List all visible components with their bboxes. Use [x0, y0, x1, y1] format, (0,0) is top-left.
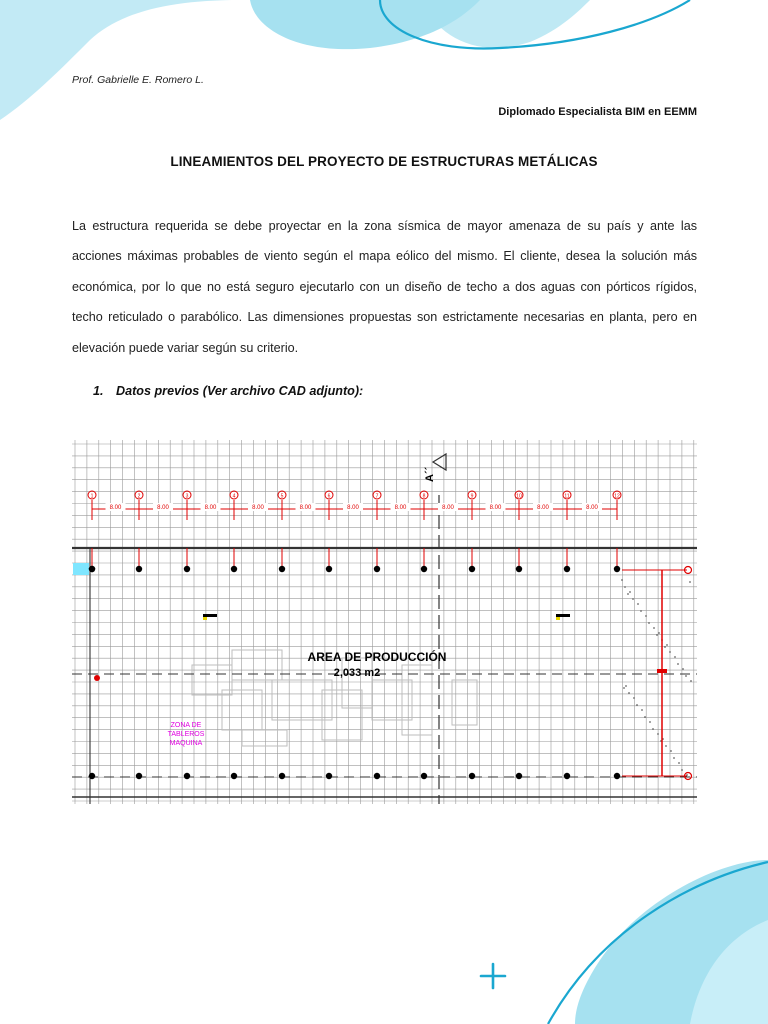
hatch-dot [689, 581, 691, 583]
hatch-dot [637, 603, 639, 605]
equipment-outline [232, 650, 282, 680]
hatch-dot [653, 627, 655, 629]
hatch-dot [628, 692, 630, 694]
axis-label: 10 [516, 493, 522, 500]
hatch-dot [658, 632, 660, 634]
section-heading [93, 384, 363, 398]
column-marker [374, 773, 380, 779]
hatch-dot [644, 716, 646, 718]
hatch-dot [657, 733, 659, 735]
cad-plan-image [72, 440, 697, 804]
column-marker [421, 773, 427, 779]
author-name: Prof. Gabrielle E. Romero L. [72, 74, 204, 86]
column-marker [136, 566, 142, 572]
column-marker [614, 566, 620, 572]
hatch-dot [648, 622, 650, 624]
hatch-dot [652, 728, 654, 730]
section-number: 1. [93, 384, 104, 398]
hatch-dot [678, 762, 680, 764]
hatch-dot [656, 634, 658, 636]
hatch-dot [677, 663, 679, 665]
equipment-outline [272, 680, 332, 720]
hatch-dot [627, 593, 629, 595]
column-marker [516, 566, 522, 572]
cyan-marker [73, 563, 89, 575]
dimension-label: 8.00 [157, 505, 169, 511]
hatch-dot [649, 721, 651, 723]
dimension-label: 8.00 [204, 505, 217, 511]
zone-label-line3: MAQUINA [169, 740, 203, 747]
dimension-label: 8.00 [299, 505, 312, 511]
hatch-dot [645, 615, 647, 617]
plus-icon [481, 964, 505, 988]
column-marker [89, 566, 95, 572]
axis-label: 3 [185, 493, 189, 500]
column-marker [231, 566, 237, 572]
hatch-dot [666, 644, 668, 646]
hatch-dot [669, 651, 671, 653]
axis-label: 4 [232, 493, 236, 500]
top-blob-shape [250, 0, 480, 49]
column-marker [469, 566, 475, 572]
hatch-dot [664, 646, 666, 648]
dimension-label: 8.00 [109, 505, 122, 511]
axis-label: 9 [470, 493, 474, 500]
cad-plan-drawing [72, 440, 697, 804]
hatch-dot [685, 675, 687, 677]
cad-equipment-outlines [192, 579, 692, 776]
section-title: Datos previos (Ver archivo CAD adjunto): [116, 384, 364, 398]
column-marker [184, 773, 190, 779]
hatch-dot [681, 769, 683, 771]
equipment-outline [372, 680, 412, 720]
red-marker [94, 675, 100, 681]
zone-label-line1: ZONA DE [170, 722, 202, 729]
hatch-dot [673, 757, 675, 759]
dimension-label: 8.00 [394, 505, 407, 511]
hatch-dot [690, 680, 692, 682]
hatch-dot [682, 668, 684, 670]
cad-grid [72, 440, 697, 804]
column-marker [421, 566, 427, 572]
cad-dimension-line [88, 491, 621, 568]
axis-label: 11 [564, 493, 570, 500]
column-marker [136, 773, 142, 779]
marker [203, 617, 207, 620]
area-name-label: AREA DE PRODUCCIÓN [307, 650, 447, 664]
dimension-label: 8.00 [252, 505, 264, 511]
course-name: Diplomado Especialista BIM en EEMM [498, 106, 697, 118]
section-mark-label: A´´ [424, 466, 436, 482]
column-marker [279, 773, 285, 779]
column-marker [279, 566, 285, 572]
hatch-dot [633, 697, 635, 699]
area-size-label: 2,033 m2 [333, 667, 381, 679]
hatch-dot [632, 598, 634, 600]
hatch-dot [641, 709, 643, 711]
intro-paragraph: La estructura requerida se debe proyectar en la zona sísmica de mayor amenaza de su país y ante las acciones máximas probables de viento según el mapa eólico del mismo. El cliente, desea la solución más económica, por lo que no está seguro ejecutarlo con un diseño de techo a dos aguas con pórticos rígidos, techo reticulado o parabólico. Las dimensiones propuestas son estrictamente necesarias en planta, pero en elevación puede variar según su criterio. [72, 219, 697, 355]
axis-label: 8 [422, 493, 426, 500]
hatch-dot [674, 656, 676, 658]
hatch-dot [621, 579, 623, 581]
axis-label: 12 [614, 493, 620, 500]
column-marker [374, 566, 380, 572]
hatch-dot [665, 745, 667, 747]
hatch-dot [624, 586, 626, 588]
dimension-label: 8.00 [537, 505, 549, 511]
dimension-label: 8.00 [586, 505, 598, 511]
equipment-outline [242, 730, 287, 746]
marker [556, 614, 570, 617]
hatch-dot [625, 685, 627, 687]
axis-label: 1 [90, 493, 94, 500]
column-marker [184, 566, 190, 572]
dimension-marker [657, 669, 667, 673]
column-marker [614, 773, 620, 779]
top-left-wave-shape [0, 0, 240, 120]
hatch-dot [640, 610, 642, 612]
dimension-label: 8.00 [489, 505, 502, 511]
equipment-outline [402, 665, 432, 735]
marker [556, 617, 560, 620]
dimension-label: 8.00 [347, 505, 359, 511]
axis-label: 6 [327, 493, 331, 500]
zone-label-line2: TABLEROS [167, 731, 205, 738]
hatch-dot [670, 750, 672, 752]
column-marker [516, 773, 522, 779]
axis-label: 5 [280, 493, 284, 500]
equipment-outline [222, 690, 262, 730]
hatch-dot [629, 591, 631, 593]
marker [203, 614, 217, 617]
document-title: LINEAMIENTOS DEL PROYECTO DE ESTRUCTURAS METÁLICAS [170, 154, 598, 169]
column-marker [564, 566, 570, 572]
equipment-outline [342, 658, 372, 708]
hatch-dot [623, 687, 625, 689]
dimension-label: 8.00 [442, 505, 454, 511]
column-marker [231, 773, 237, 779]
axis-label: 7 [375, 493, 379, 500]
column-marker [469, 773, 475, 779]
column-marker [326, 566, 332, 572]
column-marker [89, 773, 95, 779]
hatch-dot [636, 704, 638, 706]
column-marker [564, 773, 570, 779]
column-marker [326, 773, 332, 779]
axis-label: 2 [137, 493, 141, 500]
